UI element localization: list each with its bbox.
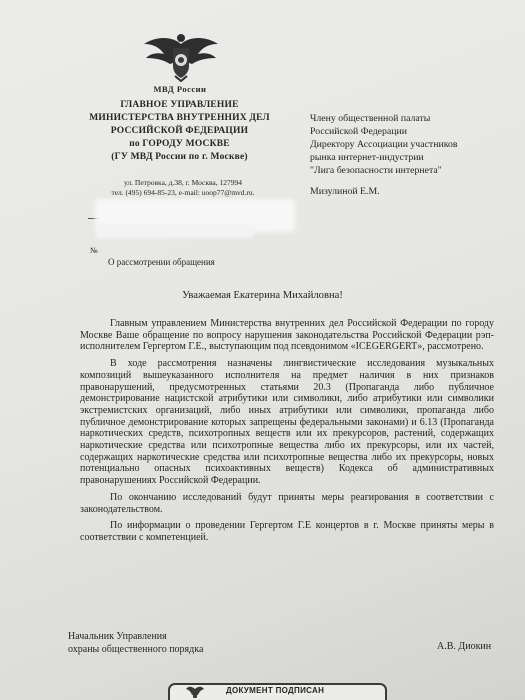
address-line: ул. Петровка, д.38, г. Москва, 127994 — [123, 178, 242, 187]
stamp-title: ДОКУМЕНТ ПОДПИСАН — [226, 686, 325, 695]
letter-subject: О рассмотрении обращения — [108, 257, 215, 267]
org-line-1: ГЛАВНОЕ УПРАВЛЕНИЕ — [120, 100, 239, 110]
mvd-emblem-icon — [142, 30, 220, 82]
signatory-name: А.В. Диокин — [437, 641, 492, 652]
org-line-2: МИНИСТЕРСТВА ВНУТРЕННИХ ДЕЛ — [89, 113, 270, 123]
agency-short-title: МВД России — [153, 84, 207, 94]
body-paragraph-3: По окончанию исследований будут приняты меры реагирования в соответствии с законодательством. — [80, 491, 494, 515]
body-paragraph-1: Главным управлением Министерства внутренних дел Российской Федерации по городу Москве Ваше обращение по вопросу нарушения законодательства Российской Федерации рэп-исполнителем Гергертом Г.Е., выступающим под псевдонимом «ICEGERGERT», рассмотрено. — [80, 318, 494, 353]
recipient-line-2: Российской Федерации — [310, 126, 407, 137]
body-paragraph-4: По информации о проведении Гергертом Г.Е концертов в г. Москве приняты меры в соответствии с компетенцией. — [80, 520, 494, 543]
organization-address — [78, 178, 288, 198]
organization-name — [72, 99, 287, 164]
emblem-small-icon — [186, 686, 204, 700]
recipient-line-3: Директору Ассоциации участников — [310, 139, 458, 150]
org-line-3: РОССИЙСКОЙ ФЕДЕРАЦИИ — [110, 126, 249, 136]
recipient-block — [310, 112, 510, 177]
recipient-name: Мизулиной Е.М. — [310, 186, 380, 197]
recipient-line-5: "Лига безопасности интернета" — [310, 165, 442, 176]
redaction-blur-number — [96, 224, 254, 238]
signatory-title-line-1: Начальник Управления — [68, 631, 167, 642]
org-line-5: (ГУ МВД России по г. Москве) — [111, 152, 248, 162]
body-paragraph-2: В ходе рассмотрения назначены лингвистические исследования музыкальных композиций вышеуказанного исполнителя на предмет наличия в них признаков правонарушений, предусмотренных статьями 20.3 (Пропаганда либо публичное демонстрирование нацистской атрибутики или символики, либо атрибутики или символики экстремистских организаций, либо иных атрибутики или символики, пропаганда либо публичное демонстрирование которых запрещены федеральными законами) и 6.13 (Пропаганда наркотических средств, психотропных веществ или их прекурсоров, растений, содержащих наркотические средства или психотропные вещества либо их прекурсоры, или их частей, содержащих наркотические средства или психотропные вещества либо их прекурсоры, новых потенциально опасных психоактивных веществ) Кодекса об административных правонарушениях Российской Федерации. — [80, 358, 494, 487]
signatory-title — [68, 630, 203, 656]
registration-number-prefix: № — [90, 246, 98, 255]
greeting: Уважаемая Екатерина Михайловна! — [182, 290, 343, 301]
recipient-line-1: Члену общественной палаты — [310, 113, 431, 124]
letter-body — [80, 318, 494, 549]
recipient-line-4: рынка интернет-индустрии — [310, 152, 424, 163]
org-line-4: по ГОРОДУ МОСКВЕ — [129, 139, 230, 149]
signatory-title-line-2: охраны общественного порядка — [68, 644, 204, 655]
contact-line: тел. (495) 694-85-23, e-mail: uoop77@mvd.ru. — [111, 188, 255, 197]
